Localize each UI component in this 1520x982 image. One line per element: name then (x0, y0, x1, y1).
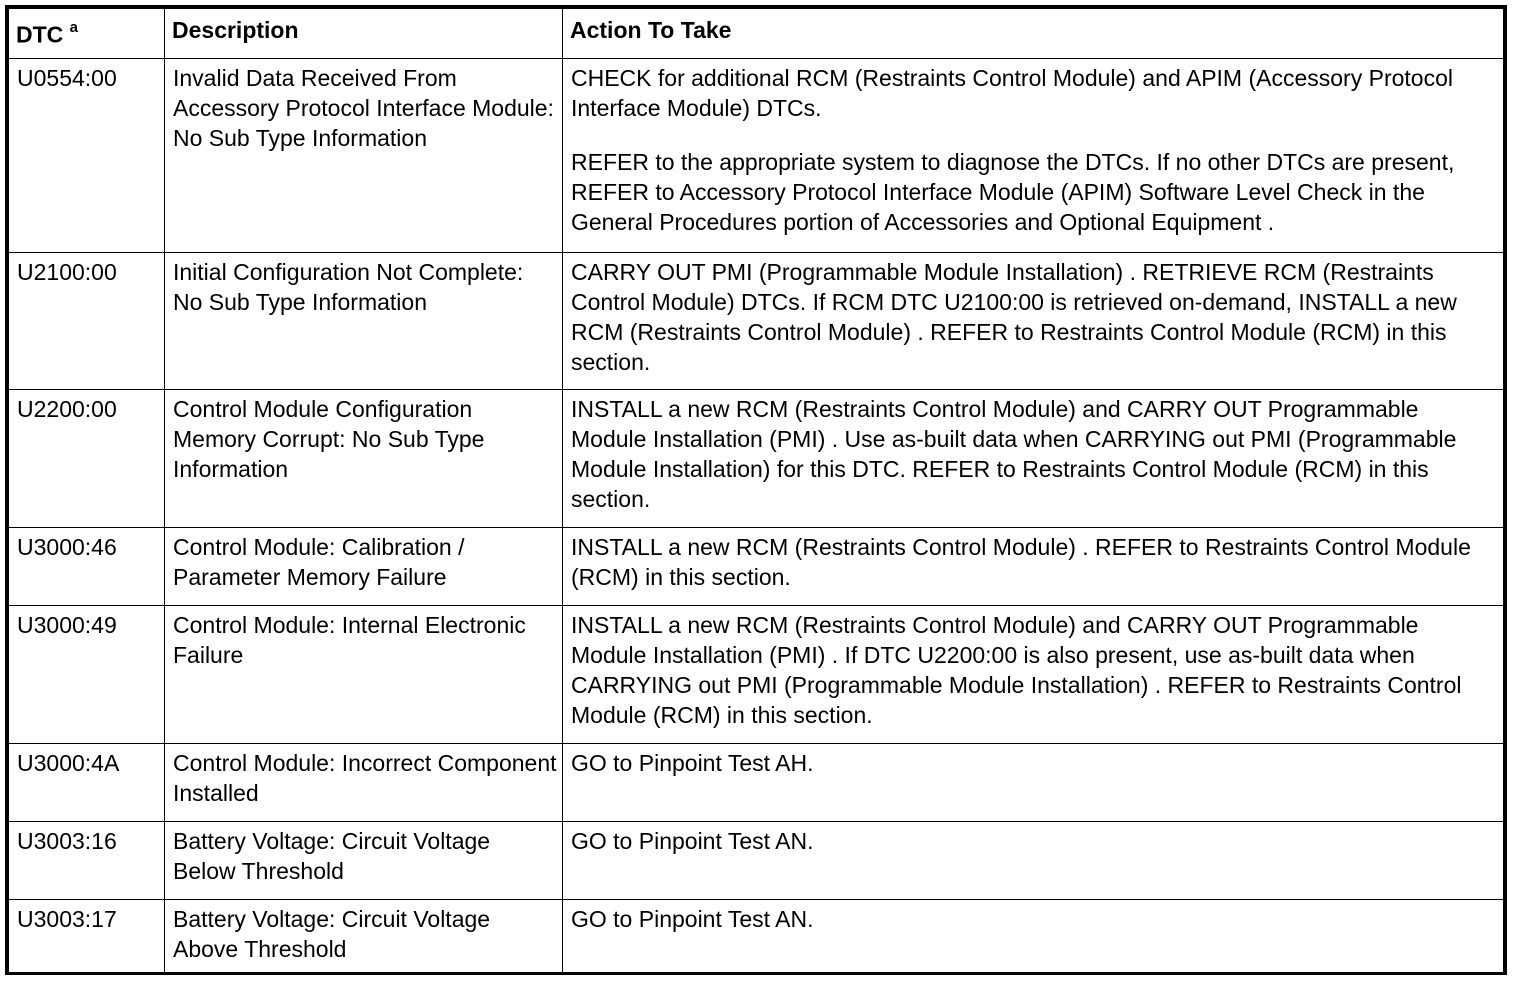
dtc-code: U0554:00 (9, 59, 165, 253)
dtc-description: Control Module: Internal Electronic Failure (165, 606, 563, 744)
action-paragraph: INSTALL a new RCM (Restraints Control Module) . REFER to Restraints Control Module (RCM) in this section. (571, 534, 1471, 590)
dtc-action (563, 390, 1504, 528)
dtc-action (563, 528, 1504, 606)
action-paragraph: INSTALL a new RCM (Restraints Control Module) and CARRY OUT Programmable Module Installation (PMI) . Use as-built data when CARRYING out PMI (Programmable Module Installation) for this DTC. REFER to Restraints Control Module (RCM) in this section. (571, 396, 1457, 512)
dtc-code: U3003:16 (9, 822, 165, 900)
dtc-description: Control Module: Incorrect Component Installed (165, 744, 563, 822)
dtc-action (563, 822, 1504, 900)
action-paragraph: GO to Pinpoint Test AH. (571, 750, 814, 776)
table-row (9, 528, 1504, 606)
dtc-footnote-marker: a (69, 19, 79, 36)
dtc-description: Control Module Configuration Memory Corrupt: No Sub Type Information (165, 390, 563, 528)
dtc-description: Invalid Data Received From Accessory Protocol Interface Module: No Sub Type Information (165, 59, 563, 253)
table-row (9, 59, 1504, 253)
dtc-code: U3000:49 (9, 606, 165, 744)
header-dtc: DTC $^a$ (9, 9, 165, 59)
table-row (9, 606, 1504, 744)
dtc-action (563, 253, 1504, 390)
dtc-code: U3000:4A (9, 744, 165, 822)
dtc-description: Battery Voltage: Circuit Voltage Above Threshold (165, 900, 563, 973)
dtc-code: U2200:00 (9, 390, 165, 528)
dtc-table (8, 8, 1504, 973)
dtc-code: U3003:17 (9, 900, 165, 973)
dtc-action (563, 744, 1504, 822)
action-paragraph: CARRY OUT PMI (Programmable Module Installation) . RETRIEVE RCM (Restraints Control Module) DTCs. If RCM DTC U2100:00 is retrieved on-demand, INSTALL a new RCM (Restraints Control Module) . REFER to Restraints Control Module (RCM) in this section. (571, 259, 1457, 375)
action-paragraph: REFER to the appropriate system to diagnose the DTCs. If no other DTCs are present, REFER to Accessory Protocol Interface Module (APIM) Software Level Check in the General Procedures portion of Accessories and Optional Equipment . (571, 149, 1455, 235)
dtc-code: U2100:00 (9, 253, 165, 390)
dtc-description: Control Module: Calibration / Parameter Memory Failure (165, 528, 563, 606)
table-row (9, 900, 1504, 973)
table-header-row (9, 9, 1504, 59)
dtc-action (563, 900, 1504, 973)
table-row (9, 253, 1504, 390)
action-paragraph: GO to Pinpoint Test AN. (571, 906, 814, 932)
header-description: Description (165, 9, 563, 59)
action-paragraph: GO to Pinpoint Test AN. (571, 828, 814, 854)
dtc-table-frame (5, 5, 1507, 975)
table-row (9, 822, 1504, 900)
dtc-description: Initial Configuration Not Complete: No Sub Type Information (165, 253, 563, 390)
dtc-action (563, 606, 1504, 744)
table-row (9, 390, 1504, 528)
action-paragraph: CHECK for additional RCM (Restraints Control Module) and APIM (Accessory Protocol Interface Module) DTCs. (571, 65, 1453, 121)
header-action: Action To Take (563, 9, 1504, 59)
dtc-action (563, 59, 1504, 253)
table-row (9, 744, 1504, 822)
action-paragraph: INSTALL a new RCM (Restraints Control Module) and CARRY OUT Programmable Module Installation (PMI) . If DTC U2200:00 is also present, use as-built data when CARRYING out PMI (Programmable Module Installation) . REFER to Restraints Control Module (RCM) in this section. (571, 612, 1462, 728)
dtc-description: Battery Voltage: Circuit Voltage Below Threshold (165, 822, 563, 900)
dtc-code: U3000:46 (9, 528, 165, 606)
